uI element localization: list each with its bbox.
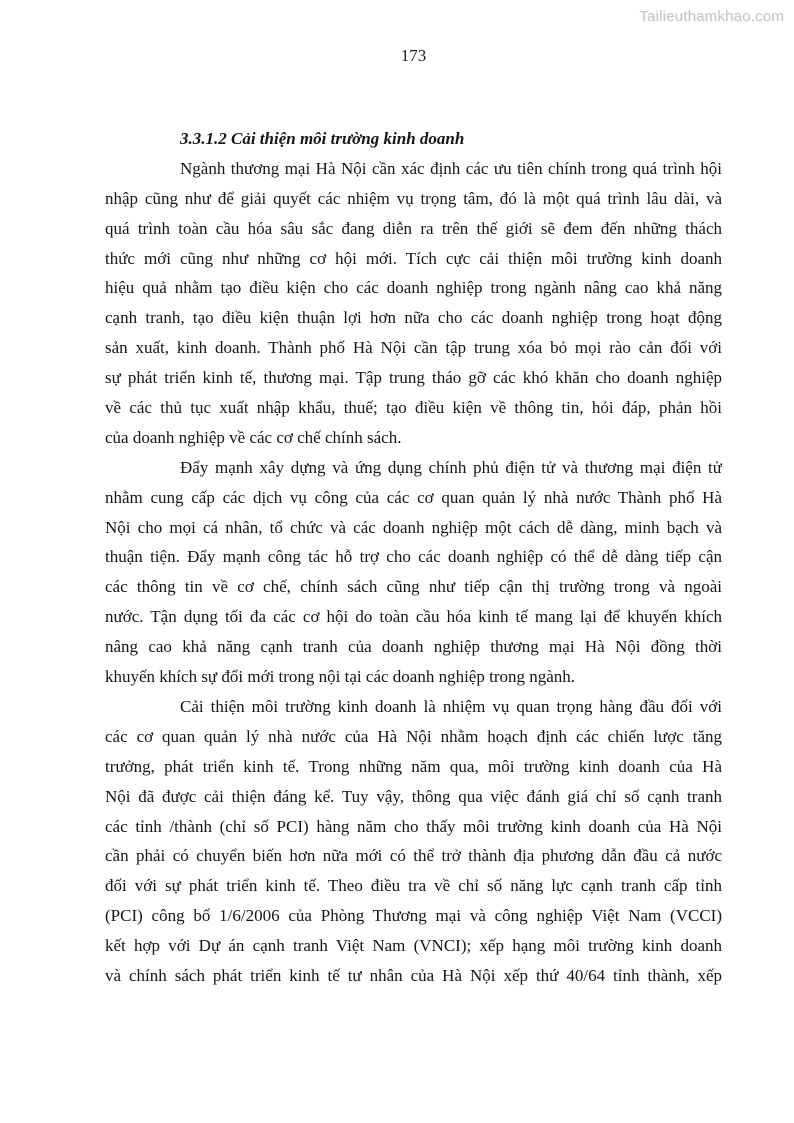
text-line: Cải thiện môi trường kinh doanh là nhiệm vụ quan trọng hàng đầu đối với — [180, 696, 722, 716]
text-line: của doanh nghiệp về các cơ chế chính sách. — [105, 427, 402, 447]
page-number: 173 — [400, 46, 427, 65]
text-line: các cơ quan quản lý nhà nước của Hà Nội nhằm hoạch định các chiến lược tăng — [105, 726, 722, 746]
text-line: quá trình toàn cầu hóa sâu sắc đang diễn ra trên thế giới sẽ đem đến những thách — [105, 218, 722, 238]
text-line: các thông tin về cơ chế, chính sách cũng như tiếp cận thị trường trong và ngoài — [105, 577, 722, 597]
text-line: đối với sự phát triển kinh tế. Theo điều tra về chỉ số năng lực cạnh tranh cấp tỉnh — [105, 876, 722, 896]
text-line: Ngành thương mại Hà Nội cần xác định các ưu tiên chính trong quá trình hội — [180, 158, 722, 178]
text-line: nước. Tận dụng tối đa các cơ hội do toàn cầu hóa kinh tế mang lại để khuyến khích — [105, 607, 722, 627]
text-line: nhập cũng như để giải quyết các nhiệm vụ trọng tâm, đó là một quá trình lâu dài, và — [105, 188, 722, 208]
text-line: sản xuất, kinh doanh. Thành phố Hà Nội cần tập trung xóa bỏ mọi rào cản đối với — [105, 338, 722, 358]
paragraphs — [105, 154, 722, 991]
text-line: sự phát triển kinh tế, thương mại. Tập trung tháo gỡ các khó khăn cho doanh nghiệp — [105, 368, 722, 388]
text-line: thuận tiện. Đẩy mạnh công tác hỗ trợ cho các doanh nghiệp có thể dễ dàng tiếp cận — [105, 547, 722, 567]
text-line: cạnh tranh, tạo điều kiện thuận lợi hơn nữa cho các doanh nghiệp trong hoạt động — [105, 308, 722, 328]
text-line: khuyến khích sự đổi mới trong nội tại các doanh nghiệp trong ngành. — [105, 667, 576, 687]
text-line: nhằm cung cấp các dịch vụ công của các cơ quan quản lý nhà nước Thành phố Hà — [105, 487, 722, 507]
text-line: Nội đã được cải thiện đáng kể. Tuy vậy, thông qua việc đánh giá chỉ số cạnh tranh — [105, 786, 722, 806]
text-line: (PCI) công bố 1/6/2006 của Phòng Thương mại và công nghiệp Việt Nam (VCCI) — [105, 906, 722, 926]
text-line: thức mới cũng như những cơ hội mới. Tích cực cải thiện môi trường kinh doanh — [105, 248, 722, 268]
text-line: các tỉnh /thành (chỉ số PCI) hàng năm cho thấy môi trường kinh doanh của Hà Nội — [105, 816, 722, 836]
text-line: nâng cao khả năng cạnh tranh của doanh nghiệp thương mại Hà Nội đồng thời — [105, 637, 722, 657]
text-line: cần phải có chuyển biến hơn nữa mới có thể trở thành địa phương dẫn đầu cả nước — [105, 846, 722, 866]
text-line: Đẩy mạnh xây dựng và ứng dụng chính phủ điện tử và thương mại điện tử — [180, 457, 722, 477]
document-body — [105, 124, 722, 991]
text-line: Nội cho mọi cá nhân, tổ chức và các doanh nghiệp một cách dễ dàng, minh bạch và — [105, 517, 722, 537]
section-heading: 3.3.1.2 Cải thiện môi trường kinh doanh — [180, 129, 465, 148]
text-line: và chính sách phát triển kinh tế tư nhân của Hà Nội xếp thứ 40/64 tỉnh thành, xếp — [105, 965, 722, 985]
watermark: Tailieuthamkhao.com — [639, 8, 784, 25]
text-line: về các thủ tục xuất nhập khẩu, thuế; tạo điều kiện về thông tin, hỏi đáp, phản hồi — [105, 398, 722, 418]
text-line: kết hợp với Dự án cạnh tranh Việt Nam (VNCI); xếp hạng môi trường kinh doanh — [105, 936, 722, 956]
text-line: hiệu quả nhằm tạo điều kiện cho các doanh nghiệp trong ngành nâng cao khả năng — [105, 278, 722, 298]
text-line: trưởng, phát triển kinh tế. Trong những năm qua, môi trường kinh doanh của Hà — [105, 756, 722, 776]
